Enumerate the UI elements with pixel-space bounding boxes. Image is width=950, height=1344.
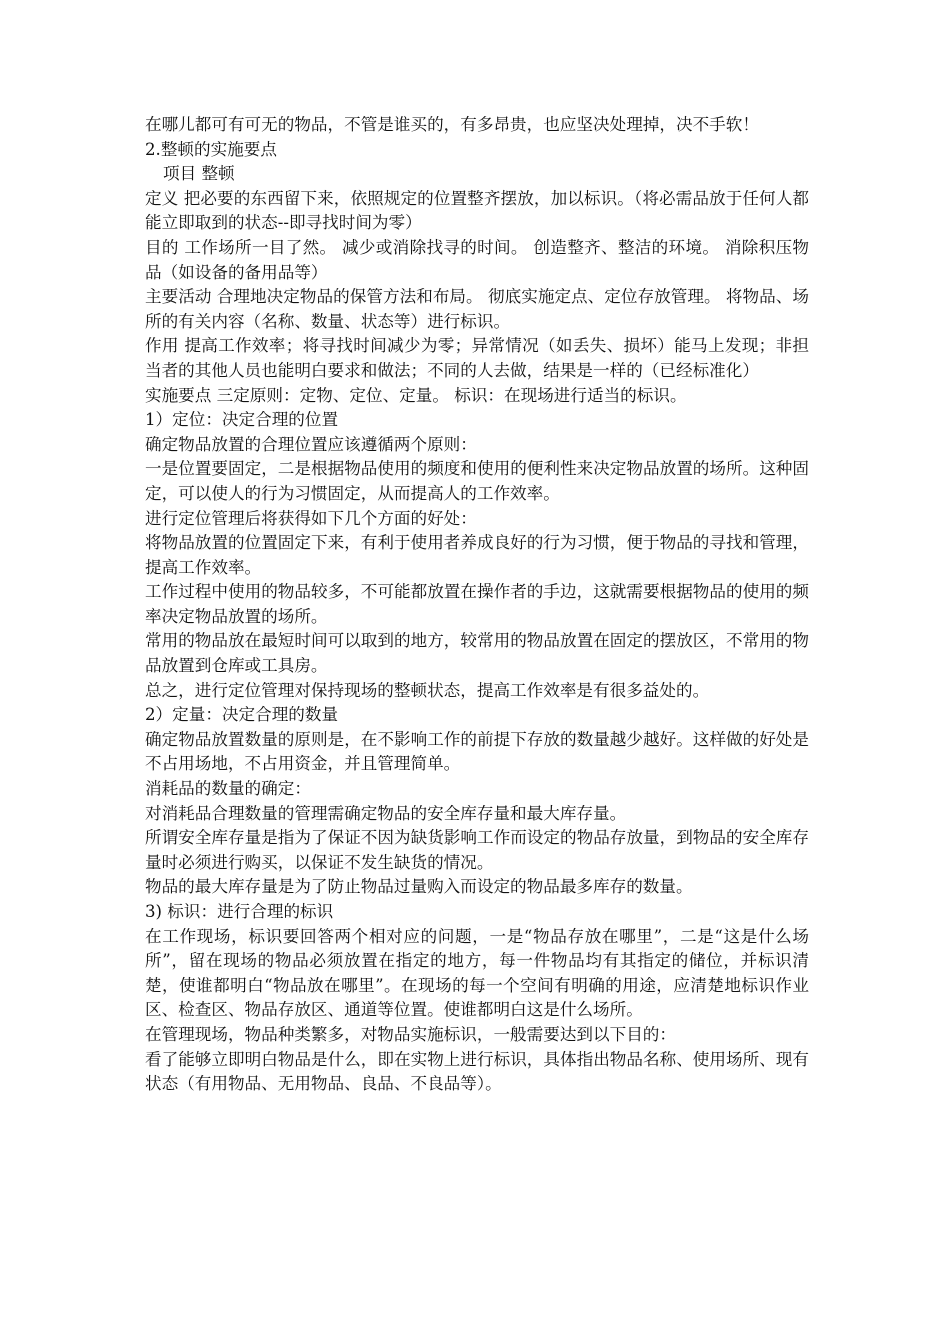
paragraph: 在工作现场，标识要回答两个相对应的问题，一是“物品存放在哪里”，二是“这是什么场所”，留在现场的物品必须放置在指定的地方，每一件物品均有其指定的储位，并标识清楚，使谁都明白“物品放在哪里”。在现场的每一个空间有明确的用途，应清楚地标识作业区、检查区、物品存放区、通道等位置。使谁都明白这是什么场所。 — [145, 926, 809, 1020]
subsection-heading: 1）定位：决定合理的位置 — [145, 410, 339, 430]
paragraph: 看了能够立即明白物品是什么，即在实物上进行标识，具体指出物品名称、使用场所、现有状态（有用物品、无用物品、良品、不良品等）。 — [145, 1049, 809, 1094]
paragraph: 工作过程中使用的物品较多，不可能都放置在操作者的手边，这就需要根据物品的使用的频率决定物品放置的场所。 — [145, 582, 809, 626]
paragraph: 对消耗品合理数量的管理需确定物品的安全库存量和最大库存量。 — [145, 803, 627, 823]
subsection-heading: 3) 标识：进行合理的标识 — [145, 902, 334, 921]
paragraph: 将物品放置的位置固定下来，有利于使用者养成良好的行为习惯，便于物品的寻找和管理，提高工作效率。 — [145, 533, 809, 577]
paragraph: 目的 工作场所一目了然。 减少或消除找寻的时间。 创造整齐、整洁的环境。 消除积压物品（如设备的备用品等） — [145, 237, 809, 282]
section-heading: 2.整顿的实施要点 — [145, 139, 277, 159]
paragraph: 作用 提高工作效率；将寻找时间减少为零；异常情况（如丢失、损坏）能马上发现；非担当者的其他人员也能明白要求和做法；不同的人去做，结果是一样的（已经标准化） — [145, 336, 809, 380]
table-header-row: 项目 整顿 — [163, 164, 235, 184]
paragraph: 确定物品放置的合理位置应该遵循两个原则： — [145, 434, 477, 454]
paragraph: 所谓安全库存量是指为了保证不因为缺货影响工作而设定的物品存放量，到物品的安全库存量时必须进行购买，以保证不发生缺货的情况。 — [145, 828, 809, 872]
document-page — [145, 113, 809, 1097]
paragraph: 消耗品的数量的确定： — [145, 779, 311, 799]
paragraph: 确定物品放置数量的原则是，在不影响工作的前提下存放的数量越少越好。这样做的好处是不占用场地，不占用资金，并且管理简单。 — [145, 729, 809, 774]
paragraph: 在管理现场，物品种类繁多，对物品实施标识，一般需要达到以下目的： — [145, 1024, 676, 1044]
paragraph: 进行定位管理后将获得如下几个方面的好处： — [145, 508, 477, 528]
subsection-heading: 2）定量：决定合理的数量 — [145, 705, 339, 725]
paragraph: 总之，进行定位管理对保持现场的整顿状态，提高工作效率是有很多益处的。 — [145, 680, 710, 700]
paragraph: 在哪儿都可有可无的物品，不管是谁买的，有多昂贵，也应坚决处理掉，决不手软！ — [145, 115, 759, 134]
paragraph: 实施要点 三定原则：定物、定位、定量。 标识：在现场进行适当的标识。 — [145, 385, 687, 405]
paragraph: 定义 把必要的东西留下来，依照规定的位置整齐摆放，加以标识。（将必需品放于任何人都能立即取到的状态--即寻找时间为零） — [145, 188, 809, 233]
paragraph: 主要活动 合理地决定物品的保管方法和布局。 彻底实施定点、定位存放管理。 将物品、场所的有关内容（名称、数量、状态等）进行标识。 — [145, 287, 809, 331]
paragraph: 物品的最大库存量是为了防止物品过量购入而设定的物品最多库存的数量。 — [145, 877, 693, 897]
paragraph: 一是位置要固定，二是根据物品使用的频度和使用的便利性来决定物品放置的场所。这种固定，可以使人的行为习惯固定，从而提高人的工作效率。 — [145, 459, 809, 503]
paragraph: 常用的物品放在最短时间可以取到的地方，较常用的物品放置在固定的摆放区，不常用的物品放置到仓库或工具房。 — [145, 631, 809, 676]
